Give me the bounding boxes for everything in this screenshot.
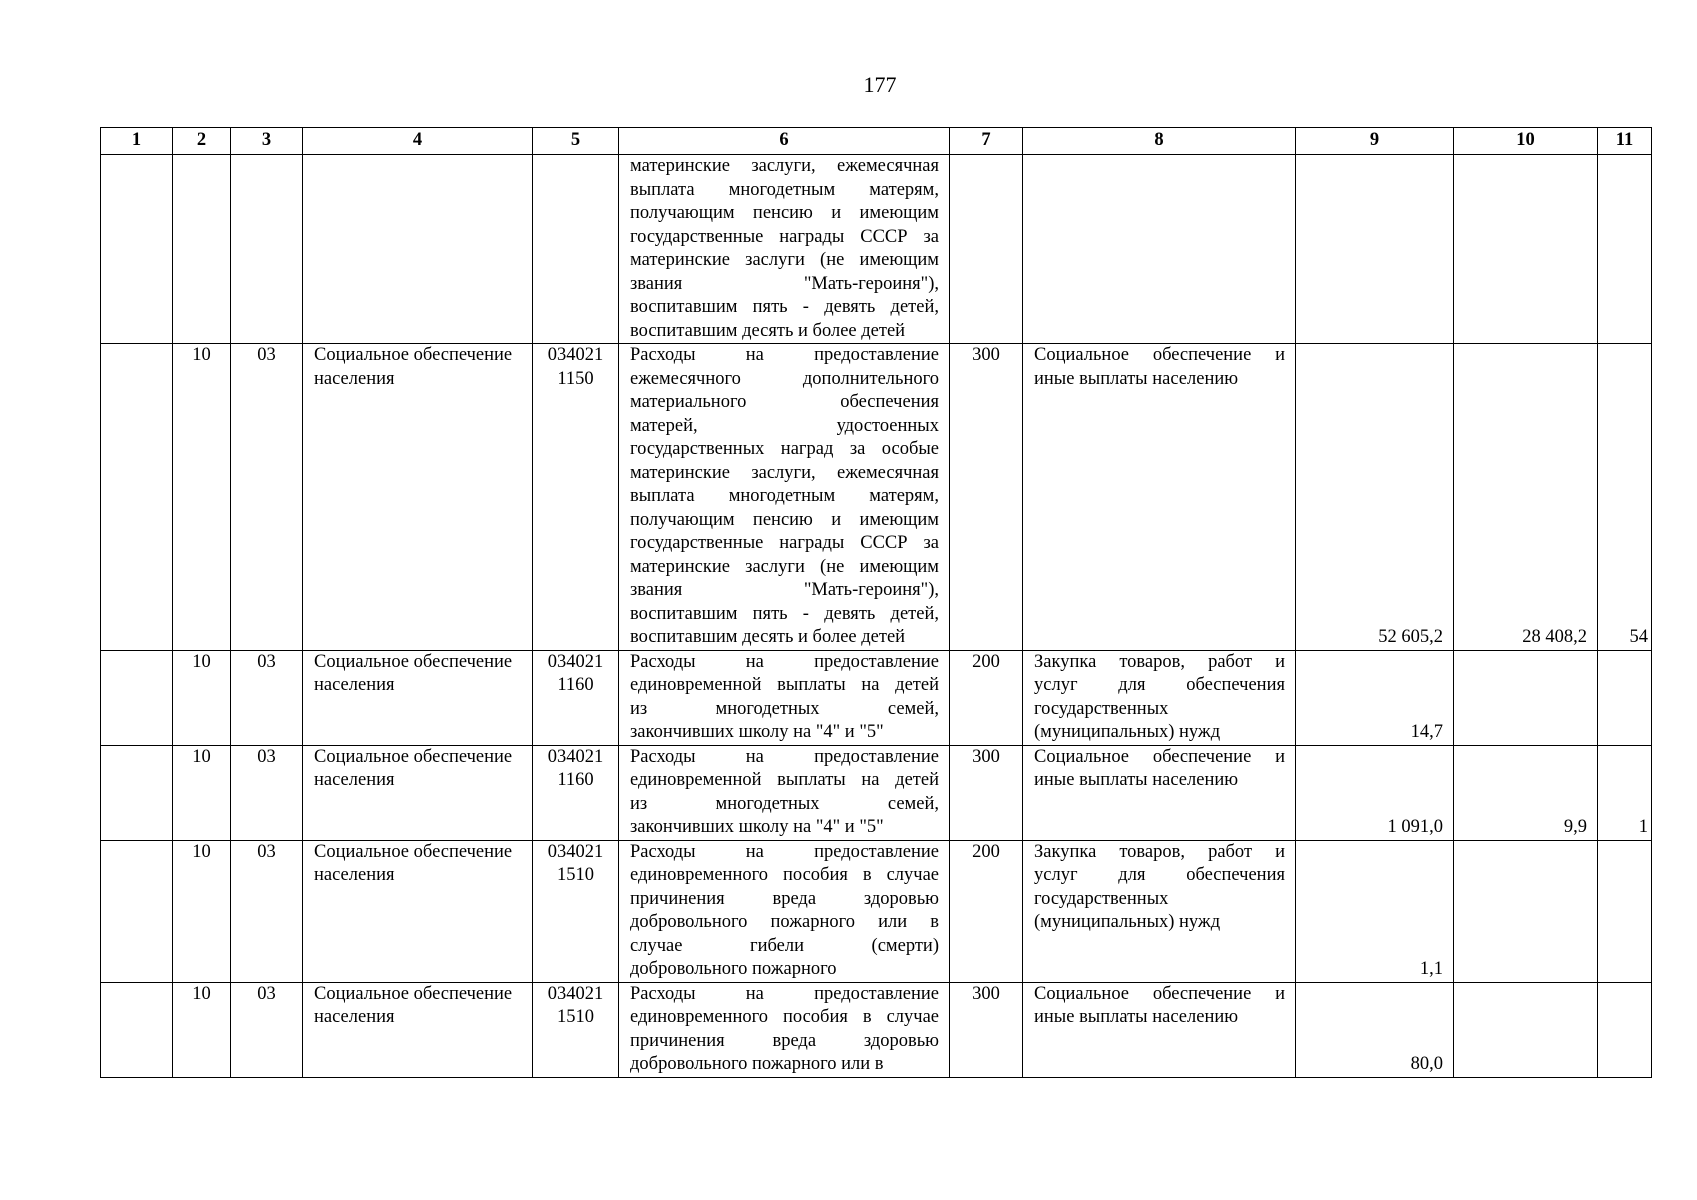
cell-expense-type-name-line: Закупка товаров, работ и <box>1034 651 1285 672</box>
cell-expense-description-line: получающим пенсию и имеющим <box>630 203 939 223</box>
column-header-5: 5 <box>533 128 619 155</box>
cell-expense-type-name-line: Социальное обеспечение и <box>1034 746 1285 767</box>
cell-expense-description <box>619 344 950 651</box>
cell-amount-10 <box>1454 982 1598 1077</box>
target-code-part: 1160 <box>557 770 594 790</box>
cell-amount-11 <box>1598 840 1652 982</box>
target-code-part: 034021 <box>547 983 604 1004</box>
cell-expense-description <box>619 155 950 344</box>
cell-expense-description-line: выплата многодетным матерям, <box>630 486 939 506</box>
cell-expense-type: 200 <box>950 840 1023 982</box>
cell-amount-11: 1 <box>1598 745 1652 840</box>
cell-expense-type-name-line: государственных <box>1034 888 1169 909</box>
cell-expense-description <box>619 650 950 745</box>
target-code-part: 034021 <box>547 841 604 862</box>
cell-expense-type-name-line: иные выплаты населению <box>1034 368 1239 389</box>
cell-amount-10 <box>1454 650 1598 745</box>
page-number: 177 <box>863 72 897 97</box>
cell-expense-type: 200 <box>950 650 1023 745</box>
cell-expense-description-line: Расходы на предоставление <box>630 983 939 1004</box>
column-header-6: 6 <box>619 128 950 155</box>
cell-subsection-name: Социальное обеспечение населения <box>303 745 533 840</box>
column-header-8: 8 <box>1023 128 1296 155</box>
table-row <box>101 840 1652 982</box>
column-header-10: 10 <box>1454 128 1598 155</box>
cell-expense-description-line: получающим пенсию и имеющим <box>630 509 939 530</box>
cell-expense-description-line: материнские заслуги (не имеющим <box>630 556 939 577</box>
header-row <box>101 128 1652 155</box>
cell-expense-description-line: единовременной выплаты на детей <box>630 675 939 695</box>
target-code-part: 1510 <box>557 865 594 885</box>
target-code-part: 034021 <box>547 651 604 672</box>
column-header-1: 1 <box>101 128 173 155</box>
cell-amount-10: 9,9 <box>1454 745 1598 840</box>
cell-col1 <box>101 982 173 1077</box>
cell-expense-description-line: воспитавшим пять - девять детей, <box>630 603 939 624</box>
cell-amount-10 <box>1454 840 1598 982</box>
cell-expense-type-name <box>1023 344 1296 651</box>
cell-expense-type-name-line: иные выплаты населению <box>1034 770 1239 790</box>
cell-expense-type-name-line: Социальное обеспечение и <box>1034 345 1285 365</box>
cell-amount-9: 1,1 <box>1296 840 1454 982</box>
cell-expense-description-line: Расходы на предоставление <box>630 746 939 767</box>
table-header <box>101 128 1652 155</box>
cell-expense-description-line: звания "Мать-героиня"), <box>630 273 939 294</box>
column-header-2: 2 <box>173 128 231 155</box>
cell-expense-type-name-line: иные выплаты населению <box>1034 1007 1239 1027</box>
cell-subsection: 03 <box>231 982 303 1077</box>
cell-subsection: 03 <box>231 344 303 651</box>
cell-expense-description-line: материнские заслуги (не имеющим <box>630 250 939 270</box>
cell-expense-description-line: государственные награды СССР за <box>630 533 939 553</box>
cell-expense-description <box>619 745 950 840</box>
cell-expense-description-line: причинения вреда здоровью <box>630 1030 939 1051</box>
cell-subsection: 03 <box>231 650 303 745</box>
cell-expense-description-line: из многодетных семей, <box>630 698 939 719</box>
cell-amount-9: 14,7 <box>1296 650 1454 745</box>
cell-section <box>173 155 231 344</box>
cell-expense-type-name-line: государственных <box>1034 698 1169 719</box>
cell-col1 <box>101 840 173 982</box>
cell-amount-11 <box>1598 155 1652 344</box>
target-code-part: 034021 <box>547 345 604 365</box>
cell-expense-description-line: закончивших школу на "4" и "5" <box>630 817 884 837</box>
table-row <box>101 982 1652 1077</box>
cell-expense-description-line: единовременного пособия в случае <box>630 1007 939 1027</box>
cell-amount-11 <box>1598 982 1652 1077</box>
cell-expense-description-line: матерей, удостоенных <box>630 415 939 436</box>
cell-col1 <box>101 344 173 651</box>
cell-subsection-name: Социальное обеспечение населения <box>303 650 533 745</box>
cell-expense-type-name <box>1023 650 1296 745</box>
cell-expense-description-line: государственные награды СССР за <box>630 226 939 247</box>
table-row <box>101 745 1652 840</box>
column-header-9: 9 <box>1296 128 1454 155</box>
cell-target-code <box>533 650 619 745</box>
cell-expense-description-line: причинения вреда здоровью <box>630 888 939 909</box>
cell-expense-type-name-line: услуг для обеспечения <box>1034 675 1285 695</box>
table-body <box>101 155 1652 1078</box>
cell-amount-9: 52 605,2 <box>1296 344 1454 651</box>
cell-expense-type-name <box>1023 155 1296 344</box>
cell-amount-10 <box>1454 155 1598 344</box>
cell-section: 10 <box>173 650 231 745</box>
column-header-4: 4 <box>303 128 533 155</box>
cell-amount-11: 54 <box>1598 344 1652 651</box>
cell-expense-description-line: выплата многодетным матерям, <box>630 179 939 200</box>
cell-expense-description-line: воспитавшим десять и более детей <box>630 320 906 341</box>
cell-expense-type-name-line: Социальное обеспечение и <box>1034 983 1285 1004</box>
column-header-3: 3 <box>231 128 303 155</box>
cell-expense-description-line: единовременной выплаты на детей <box>630 770 939 790</box>
cell-section: 10 <box>173 745 231 840</box>
cell-col1 <box>101 155 173 344</box>
cell-expense-description-line: Расходы на предоставление <box>630 345 939 365</box>
cell-subsection: 03 <box>231 745 303 840</box>
cell-expense-description-line: воспитавшим пять - девять детей, <box>630 297 939 317</box>
cell-expense-type: 300 <box>950 344 1023 651</box>
cell-expense-description-line: добровольного пожарного или в <box>630 912 939 932</box>
table-row <box>101 650 1652 745</box>
cell-expense-description-line: государственных наград за особые <box>630 439 939 459</box>
cell-expense-type-name-line: Закупка товаров, работ и <box>1034 841 1285 862</box>
cell-expense-type-name <box>1023 982 1296 1077</box>
cell-expense-type-name-line: (муниципальных) нужд <box>1034 912 1221 932</box>
cell-subsection-name <box>303 155 533 344</box>
target-code-part: 034021 <box>547 746 604 767</box>
table-row <box>101 155 1652 344</box>
cell-expense-description-line: материального обеспечения <box>630 392 939 412</box>
cell-amount-11 <box>1598 650 1652 745</box>
column-header-7: 7 <box>950 128 1023 155</box>
cell-section: 10 <box>173 344 231 651</box>
target-code-part: 1160 <box>557 675 594 695</box>
cell-amount-10: 28 408,2 <box>1454 344 1598 651</box>
table-row <box>101 344 1652 651</box>
cell-expense-description-line: звания "Мать-героиня"), <box>630 580 939 600</box>
cell-expense-description-line: Расходы на предоставление <box>630 651 939 672</box>
cell-section: 10 <box>173 840 231 982</box>
cell-target-code <box>533 344 619 651</box>
cell-expense-description-line: единовременного пособия в случае <box>630 865 939 885</box>
cell-expense-description-line: Расходы на предоставление <box>630 841 939 862</box>
cell-target-code <box>533 155 619 344</box>
cell-target-code <box>533 745 619 840</box>
cell-amount-9: 1 091,0 <box>1296 745 1454 840</box>
target-code-part: 1510 <box>557 1007 594 1027</box>
cell-expense-type-name <box>1023 840 1296 982</box>
cell-col1 <box>101 745 173 840</box>
cell-amount-9 <box>1296 155 1454 344</box>
cell-expense-description-line: закончивших школу на "4" и "5" <box>630 722 884 742</box>
column-header-11: 11 <box>1598 128 1652 155</box>
cell-expense-description-line: материнские заслуги, ежемесячная <box>630 462 939 483</box>
cell-expense-type: 300 <box>950 982 1023 1077</box>
cell-expense-type-name-line: (муниципальных) нужд <box>1034 722 1221 742</box>
cell-subsection: 03 <box>231 840 303 982</box>
cell-subsection-name: Социальное обеспечение населения <box>303 982 533 1077</box>
cell-expense-type: 300 <box>950 745 1023 840</box>
cell-expense-description-line: добровольного пожарного <box>630 959 837 979</box>
target-code-part: 1150 <box>557 368 594 389</box>
cell-expense-type-name <box>1023 745 1296 840</box>
cell-target-code <box>533 840 619 982</box>
cell-expense-description-line: случае гибели (смерти) <box>630 935 939 956</box>
cell-expense-description <box>619 840 950 982</box>
cell-expense-description-line: материнские заслуги, ежемесячная <box>630 156 939 176</box>
cell-expense-description-line: из многодетных семей, <box>630 793 939 814</box>
cell-expense-type-name-line: услуг для обеспечения <box>1034 865 1285 885</box>
cell-expense-description <box>619 982 950 1077</box>
cell-target-code <box>533 982 619 1077</box>
cell-subsection-name: Социальное обеспечение населения <box>303 840 533 982</box>
cell-expense-description-line: воспитавшим десять и более детей <box>630 627 906 647</box>
cell-col1 <box>101 650 173 745</box>
cell-subsection <box>231 155 303 344</box>
cell-amount-9: 80,0 <box>1296 982 1454 1077</box>
budget-table <box>100 127 1652 1078</box>
cell-expense-type <box>950 155 1023 344</box>
cell-expense-description-line: добровольного пожарного или в <box>630 1054 884 1074</box>
cell-subsection-name: Социальное обеспечение населения <box>303 344 533 651</box>
cell-expense-description-line: ежемесячного дополнительного <box>630 368 939 389</box>
cell-section: 10 <box>173 982 231 1077</box>
